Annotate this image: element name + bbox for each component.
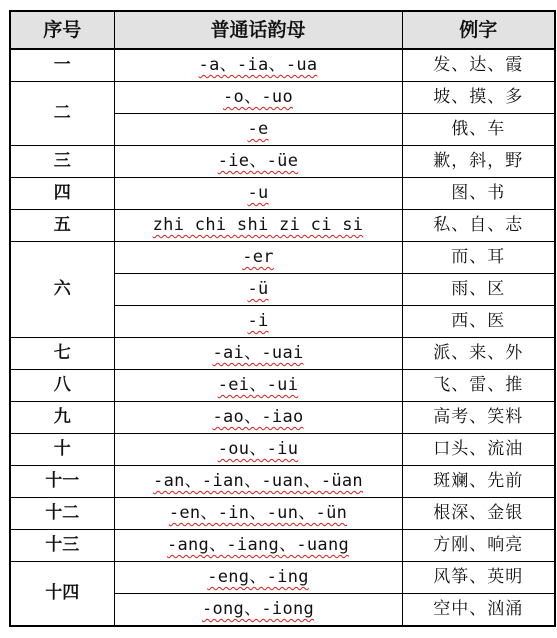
example-cell: 西、医: [402, 306, 555, 338]
row-number: 三: [10, 146, 114, 178]
row-number: 八: [10, 370, 114, 402]
finals-text: -ang、-iang、-uang: [166, 535, 350, 555]
table-row: [10, 178, 555, 210]
table-row: [10, 49, 555, 82]
example-cell: 飞、雷、推: [402, 370, 555, 402]
table-row: [10, 338, 555, 370]
finals-cell: [114, 498, 402, 530]
finals-cell: [114, 49, 402, 82]
table-row: [10, 498, 555, 530]
finals-text: zhi chi shi zi ci si: [152, 215, 364, 235]
example-cell: 坡、摸、多: [402, 82, 555, 114]
finals-cell: [114, 594, 402, 627]
table-row: [10, 210, 555, 242]
row-number: 十三: [10, 530, 114, 562]
table-row: [10, 370, 555, 402]
example-cell: 发、达、霞: [402, 49, 555, 82]
example-cell: 口头、流油: [402, 434, 555, 466]
row-number: 十: [10, 434, 114, 466]
finals-text: -ong、-iong: [201, 599, 315, 619]
finals-text: -ou、-iu: [217, 439, 299, 459]
example-cell: 斑斓、先前: [402, 466, 555, 498]
example-cell: 派、来、外: [402, 338, 555, 370]
finals-cell: [114, 562, 402, 594]
table-row: [10, 466, 555, 498]
row-number: 五: [10, 210, 114, 242]
finals-text: -ao、-iao: [212, 407, 304, 427]
finals-text: -an、-ian、-uan、-üan: [153, 471, 363, 491]
table-body: [10, 49, 555, 626]
table-row: [10, 82, 555, 114]
finals-cell: [114, 178, 402, 210]
table-row: [10, 242, 555, 274]
finals-cell: [114, 210, 402, 242]
finals-text: -er: [242, 247, 274, 267]
finals-text: -eng、-ing: [207, 567, 309, 587]
finals-text: -ai、-uai: [212, 343, 304, 363]
header-number: 序号: [10, 11, 114, 49]
finals-cell: [114, 370, 402, 402]
row-number: 七: [10, 338, 114, 370]
finals-text: -ie、-üe: [217, 151, 299, 171]
finals-cell: [114, 402, 402, 434]
finals-text: -i: [247, 311, 269, 331]
example-cell: 私、自、志: [402, 210, 555, 242]
finals-cell: [114, 306, 402, 338]
finals-cell: [114, 434, 402, 466]
finals-cell: [114, 146, 402, 178]
example-cell: 而、耳: [402, 242, 555, 274]
finals-text: -ü: [247, 279, 269, 299]
finals-text: -a、-ia、-ua: [198, 55, 318, 75]
row-number: 十二: [10, 498, 114, 530]
header-example: 例字: [402, 11, 555, 49]
finals-cell: [114, 338, 402, 370]
example-cell: 俄、车: [402, 114, 555, 146]
table-row: [10, 562, 555, 594]
example-cell: 风筝、英明: [402, 562, 555, 594]
finals-cell: [114, 274, 402, 306]
example-cell: 空中、汹涌: [402, 594, 555, 627]
finals-text: -u: [247, 183, 269, 203]
rhyme-table: [9, 10, 556, 627]
example-cell: 雨、区: [402, 274, 555, 306]
header-finals: 普通话韵母: [114, 11, 402, 49]
finals-cell: [114, 114, 402, 146]
table-row: [10, 434, 555, 466]
example-cell: 歉，斜，野: [402, 146, 555, 178]
table-row: [10, 146, 555, 178]
row-number: 一: [10, 49, 114, 82]
finals-text: -o、-uo: [223, 87, 293, 107]
example-cell: 方刚、响亮: [402, 530, 555, 562]
finals-text: -en、-in、-un、-ün: [168, 503, 348, 523]
example-cell: 高考、笑料: [402, 402, 555, 434]
example-cell: 根深、金银: [402, 498, 555, 530]
row-number: 二: [10, 82, 114, 146]
finals-cell: [114, 466, 402, 498]
table-row: [10, 402, 555, 434]
row-number: 六: [10, 242, 114, 338]
finals-cell: [114, 530, 402, 562]
header-row: [10, 11, 555, 49]
finals-text: -ei、-ui: [217, 375, 299, 395]
table-row: [10, 530, 555, 562]
row-number: 十四: [10, 562, 114, 627]
finals-cell: [114, 82, 402, 114]
row-number: 九: [10, 402, 114, 434]
finals-cell: [114, 242, 402, 274]
row-number: 四: [10, 178, 114, 210]
example-cell: 图、书: [402, 178, 555, 210]
finals-text: -e: [247, 119, 269, 139]
row-number: 十一: [10, 466, 114, 498]
